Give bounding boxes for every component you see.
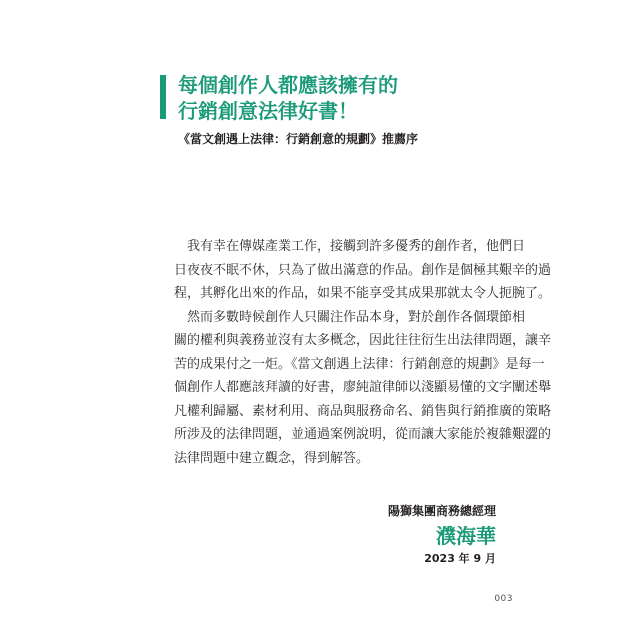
body-line: 程，其孵化出來的作品，如果不能享受其成果那就太令人扼腕了。 bbox=[174, 286, 552, 301]
signature-date: 2023 年 9 月 bbox=[424, 552, 496, 565]
body-line: 個創作人都應該拜讀的好書，廖純誼律師以淺顯易懂的文字闡述舉 bbox=[174, 380, 552, 395]
chapter-title-line-2: 行銷創意法律好書！ bbox=[178, 99, 358, 123]
body-line: 凡權利歸屬、素材利用、商品與服務命名、銷售與行銷推廣的策略 bbox=[174, 403, 552, 419]
body-line: 我有幸在傳媒產業工作，接觸到許多優秀的創作者，他們日 bbox=[174, 239, 526, 254]
author-name: 濮海華 bbox=[436, 524, 496, 548]
body-line: 日夜夜不眠不休，只為了做出滿意的作品。創作是個極其艱辛的過 bbox=[174, 262, 552, 278]
page-number: 003 bbox=[494, 594, 513, 604]
chapter-title-line-1: 每個創作人都應該擁有的 bbox=[178, 73, 398, 97]
body-line: 苦的成果付之一炬。《當文創遇上法律：行銷創意的規劃》是每一 bbox=[174, 356, 545, 372]
body-line: 所涉及的法律問題，並通過案例說明，從而讓大家能於複雜艱澀的 bbox=[174, 427, 552, 442]
chapter-subtitle: 《當文創遇上法律：行銷創意的規劃》推薦序 bbox=[178, 132, 419, 146]
body-line: 關的權利與義務並沒有太多概念，因此往往衍生出法律問題，讓辛 bbox=[174, 333, 552, 348]
author-role: 陽獅集團商務總經理 bbox=[387, 504, 496, 518]
accent-bar bbox=[160, 75, 166, 119]
body-line: 法律問題中建立觀念，得到解答。 bbox=[174, 450, 370, 466]
body-text bbox=[174, 235, 552, 470]
body-line: 然而多數時候創作人只關注作品本身，對於創作各個環節相 bbox=[174, 309, 526, 325]
signature-block bbox=[388, 503, 496, 566]
chapter-header bbox=[160, 72, 490, 147]
